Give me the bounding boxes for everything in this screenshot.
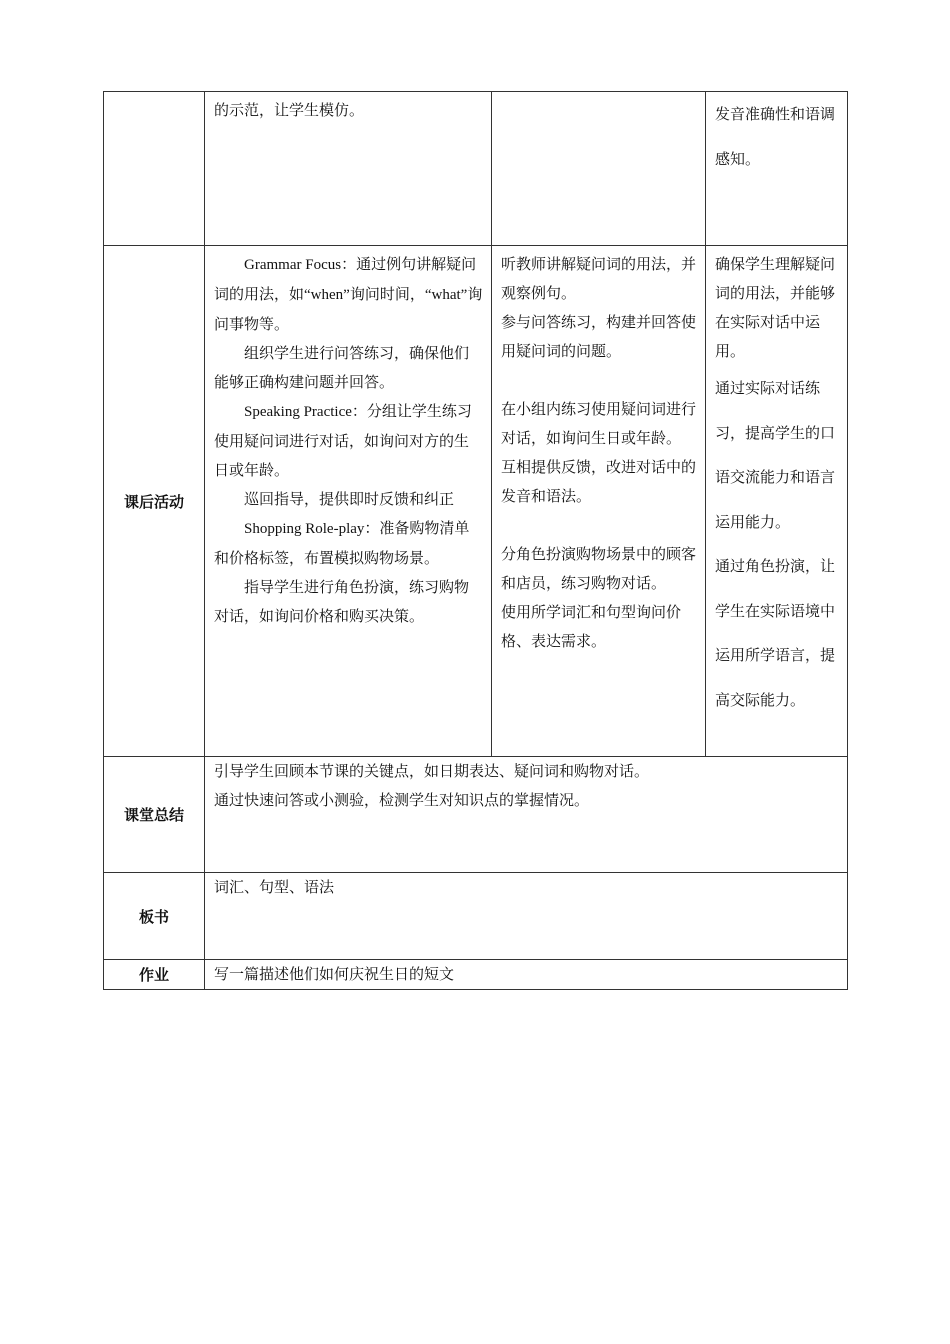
teacher-grammar-focus [214, 250, 483, 339]
purpose-understand: 确保学生理解疑问词的用法，并能够在实际对话中运用。 [715, 255, 836, 360]
summary-content-cell [205, 757, 848, 873]
grammar-focus-term: Grammar Focus [244, 257, 342, 273]
grammar-focus-text-c: 询问事物等。 [214, 285, 483, 333]
teacher-shopping-roleplay [214, 514, 483, 573]
homework-label: 作业 [104, 960, 205, 990]
grammar-focus-colon: ： [341, 255, 357, 273]
grammar-focus-quote-when: “when” [304, 287, 350, 303]
board-text: 词汇、句型、语法 [214, 878, 335, 896]
teacher-speaking-practice [214, 397, 483, 485]
student-group-practice: 在小组内练习使用疑问词进行对话，如询问生日或年龄。 [501, 400, 697, 447]
continuation-row [104, 92, 848, 246]
homework-content-cell [205, 960, 848, 990]
student-feedback: 互相提供反馈，改进对话中的发音和语法。 [501, 458, 697, 505]
student-roleplay: 分角色扮演购物场景中的顾客和店员，练习购物对话。 [501, 545, 697, 592]
continuation-label-cell [104, 92, 205, 246]
summary-line-1: 引导学生回顾本节课的关键点，如日期表达、疑问词和购物对话。 [214, 762, 650, 780]
homework-text: 写一篇描述他们如何庆祝生日的短文 [214, 965, 455, 983]
continuation-teacher-cell [205, 92, 492, 246]
teacher-qa-practice: 组织学生进行问答练习，确保他们能够正确构建问题并回答。 [214, 344, 470, 391]
teacher-roleplay-guidance: 指导学生进行角色扮演，练习购物对话，如询问价格和购买决策。 [214, 578, 470, 625]
summary-row [104, 757, 848, 873]
continuation-teacher-text: 的示范，让学生模仿。 [214, 101, 365, 119]
shopping-roleplay-text: ：准备购物清单和价格标签，布置模拟购物场景。 [214, 519, 470, 567]
summary-label: 课堂总结 [104, 757, 205, 873]
continuation-purpose-cell [706, 92, 848, 246]
student-use-vocab: 使用所学词汇和句型询问价格、表达需求。 [501, 603, 682, 650]
student-listen: 听教师讲解疑问词的用法，并观察例句。 [501, 255, 697, 302]
student-qa: 参与问答练习，构建并回答使用疑问词的问题。 [501, 313, 697, 360]
speaking-practice-colon: ： [351, 402, 367, 420]
shopping-roleplay-term: Shopping Role-play [244, 521, 365, 537]
after-class-row [104, 246, 848, 757]
purpose-roleplay: 通过角色扮演，让学生在实际语境中运用所学语言，提高交际能力。 [715, 557, 836, 709]
grammar-focus-text-b: 询问时间， [349, 285, 425, 303]
after-class-label: 课后活动 [104, 246, 205, 757]
purpose-dialogue: 通过实际对话练习，提高学生的口语交流能力和语言运用能力。 [715, 379, 836, 531]
speaking-practice-term: Speaking Practice [244, 404, 352, 420]
teacher-patrol-guidance: 巡回指导，提供即时反馈和纠正 [244, 490, 455, 508]
after-class-teacher-cell [205, 246, 492, 757]
board-content-cell [205, 873, 848, 960]
continuation-purpose-text: 发音准确性和语调感知。 [715, 105, 836, 168]
after-class-purpose-cell [706, 246, 848, 757]
speaking-practice-text: 分组让学生练习使用疑问词进行对话，如询问对方的生日或年龄。 [214, 402, 472, 479]
summary-line-2: 通过快速问答或小测验，检测学生对知识点的掌握情况。 [214, 791, 590, 809]
board-label: 板书 [104, 873, 205, 960]
board-row [104, 873, 848, 960]
grammar-focus-quote-what: “what” [424, 287, 468, 303]
homework-row [104, 960, 848, 990]
after-class-student-cell [492, 246, 706, 757]
lesson-plan-table [103, 91, 848, 990]
grammar-focus-text-a: 通过例句讲解疑问词的用法，如 [214, 255, 477, 303]
continuation-student-cell [492, 92, 706, 246]
